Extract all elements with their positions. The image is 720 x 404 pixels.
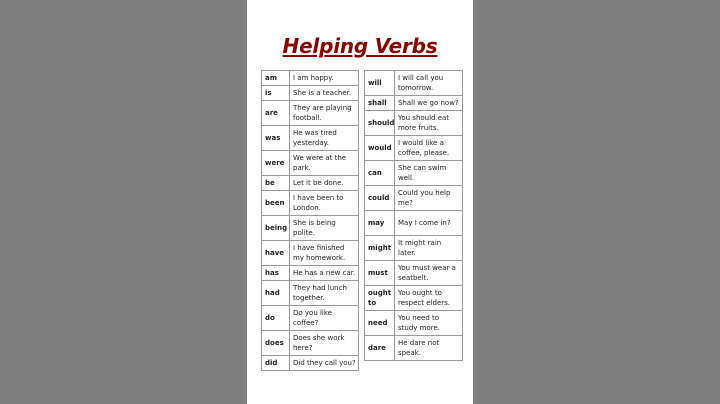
- verb-cell: ought to: [365, 286, 395, 311]
- example-cell: Do you like coffee?: [290, 306, 359, 331]
- example-cell: Shall we go now?: [395, 96, 463, 111]
- example-cell: I have been to London.: [290, 191, 359, 216]
- example-cell: She can swim well.: [395, 161, 463, 186]
- table-row: [365, 236, 463, 261]
- verb-cell: need: [365, 311, 395, 336]
- verb-cell: being: [262, 216, 290, 241]
- table-row: [365, 96, 463, 111]
- verb-cell: been: [262, 191, 290, 216]
- verb-cell: be: [262, 176, 290, 191]
- verb-cell: did: [262, 356, 290, 371]
- example-cell: You must wear a seatbelt.: [395, 261, 463, 286]
- table-row: [365, 311, 463, 336]
- verb-cell: have: [262, 241, 290, 266]
- table-row: [262, 216, 359, 241]
- table-row: [262, 101, 359, 126]
- verb-cell: could: [365, 186, 395, 211]
- table-row: [262, 126, 359, 151]
- example-cell: You ought to respect elders.: [395, 286, 463, 311]
- example-cell: Let it be done.: [290, 176, 359, 191]
- verb-cell: might: [365, 236, 395, 261]
- verb-cell: may: [365, 211, 395, 236]
- table-row: [262, 356, 359, 371]
- helping-verbs-table-left: [261, 70, 359, 371]
- verb-cell: does: [262, 331, 290, 356]
- table-row: [262, 176, 359, 191]
- table-row: [365, 211, 463, 236]
- verb-cell: dare: [365, 336, 395, 361]
- table-row: [262, 191, 359, 216]
- verb-cell: can: [365, 161, 395, 186]
- example-cell: Could you help me?: [395, 186, 463, 211]
- table-row: [365, 161, 463, 186]
- table-row: [262, 151, 359, 176]
- table-row: [365, 136, 463, 161]
- verb-cell: must: [365, 261, 395, 286]
- example-cell: He was tired yesterday.: [290, 126, 359, 151]
- example-cell: You should eat more fruits.: [395, 111, 463, 136]
- example-cell: He has a new car.: [290, 266, 359, 281]
- table-row: [365, 336, 463, 361]
- example-cell: She is a teacher.: [290, 86, 359, 101]
- example-cell: We were at the park.: [290, 151, 359, 176]
- verb-cell: was: [262, 126, 290, 151]
- verb-cell: do: [262, 306, 290, 331]
- verb-cell: am: [262, 71, 290, 86]
- page-title: Helping Verbs: [282, 34, 438, 58]
- table-row: [262, 266, 359, 281]
- verb-cell: were: [262, 151, 290, 176]
- table-row: [365, 186, 463, 211]
- verb-cell: is: [262, 86, 290, 101]
- example-cell: I would like a coffee, please.: [395, 136, 463, 161]
- example-cell: They had lunch together.: [290, 281, 359, 306]
- example-cell: I will call you tomorrow.: [395, 71, 463, 96]
- example-cell: Did they call you?: [290, 356, 359, 371]
- example-cell: Does she work here?: [290, 331, 359, 356]
- example-cell: They are playing football.: [290, 101, 359, 126]
- verb-cell: will: [365, 71, 395, 96]
- verb-cell: has: [262, 266, 290, 281]
- helping-verbs-table-right: [364, 70, 463, 361]
- example-cell: He dare not speak.: [395, 336, 463, 361]
- table-row: [365, 71, 463, 96]
- table-row: [262, 241, 359, 266]
- verb-cell: shall: [365, 96, 395, 111]
- example-cell: She is being polite.: [290, 216, 359, 241]
- table-row: [365, 111, 463, 136]
- table-row: [365, 261, 463, 286]
- table-row: [262, 71, 359, 86]
- example-cell: May I come in?: [395, 211, 463, 236]
- table-row: [365, 286, 463, 311]
- verb-cell: should: [365, 111, 395, 136]
- example-cell: I am happy.: [290, 71, 359, 86]
- verb-cell: are: [262, 101, 290, 126]
- table-row: [262, 306, 359, 331]
- table-row: [262, 331, 359, 356]
- example-cell: You need to study more.: [395, 311, 463, 336]
- document-page: [247, 0, 473, 404]
- verb-cell: had: [262, 281, 290, 306]
- table-row: [262, 86, 359, 101]
- example-cell: I have finished my homework.: [290, 241, 359, 266]
- table-row: [262, 281, 359, 306]
- verb-cell: would: [365, 136, 395, 161]
- example-cell: It might rain later.: [395, 236, 463, 261]
